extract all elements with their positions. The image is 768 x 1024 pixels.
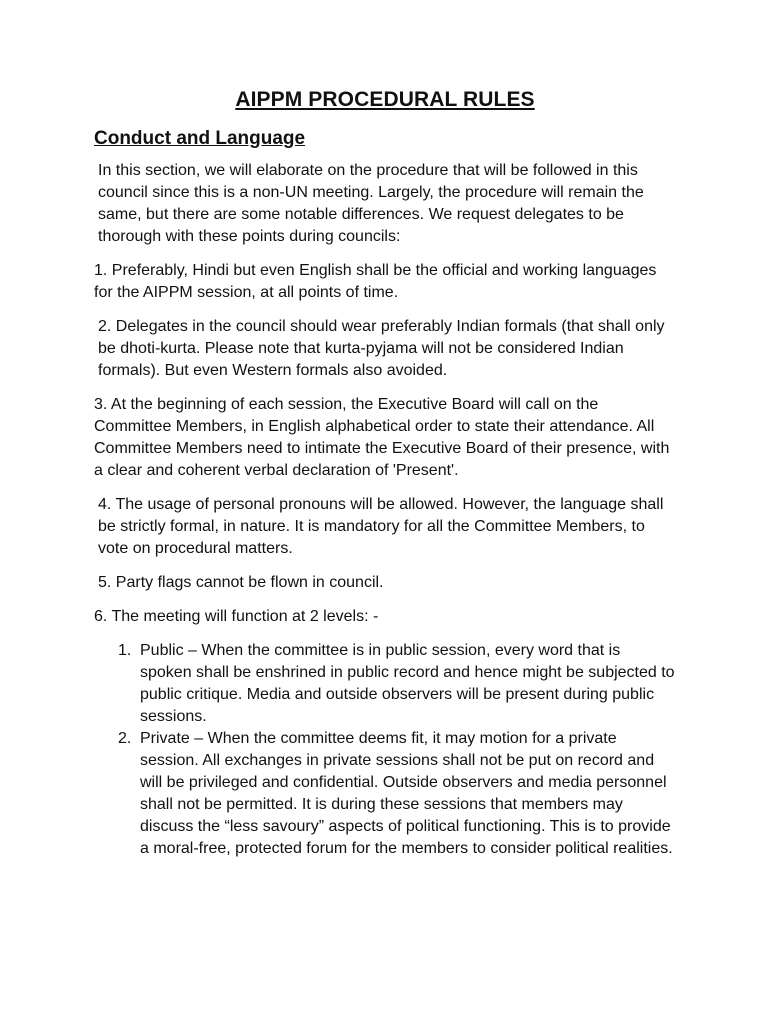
rule-4: 4. The usage of personal pronouns will be allowed. However, the language shall be strictly formal, in nature. It is mandatory for all the Committee Members, to vote on procedural matters. <box>98 496 664 557</box>
level-number: 1. <box>118 642 132 659</box>
rule-5: 5. Party flags cannot be flown in council. <box>98 574 384 591</box>
rule-2: 2. Delegates in the council should wear preferably Indian formals (that shall only be dhoti-kurta. Please note that kurta-pyjama will not be considered Indian formals). But even Western formals also avoided. <box>98 318 665 379</box>
level-number: 2. <box>118 730 132 747</box>
levels-list <box>94 640 676 860</box>
level-text: Public – When the committee is in public session, every word that is spoken shall be enshrined in public record and hence might be subjected to public critique. Media and outside observers will be present during public sessions. <box>140 642 675 725</box>
rule-6: 6. The meeting will function at 2 levels: - <box>94 608 379 625</box>
level-public <box>118 640 676 728</box>
rule-3: 3. At the beginning of each session, the Executive Board will call on the Committee Members, in English alphabetical order to state their attendance. All Committee Members need to intimate the Executive Board of their presence, with a clear and coherent verbal declaration of 'Present'. <box>94 396 670 479</box>
document-title: AIPPM PROCEDURAL RULES <box>235 88 535 111</box>
rule-1: 1. Preferably, Hindi but even English shall be the official and working languages for the AIPPM session, at all points of time. <box>94 262 657 301</box>
section-heading: Conduct and Language <box>94 128 306 149</box>
level-text: Private – When the committee deems fit, it may motion for a private session. All exchanges in private sessions shall not be put on record and will be privileged and confidential. Outside observers and media personnel shall not be permitted. It is during these sessions that members may discuss the “less savoury” aspects of political functioning. This is to provide a moral-free, protected forum for the members to consider political realities. <box>140 730 673 857</box>
intro-paragraph: In this section, we will elaborate on the procedure that will be followed in this council since this is a non-UN meeting. Largely, the procedure will remain the same, but there are some notable differences. We request delegates to be thorough with these points during councils: <box>98 162 644 245</box>
level-private <box>118 728 676 860</box>
